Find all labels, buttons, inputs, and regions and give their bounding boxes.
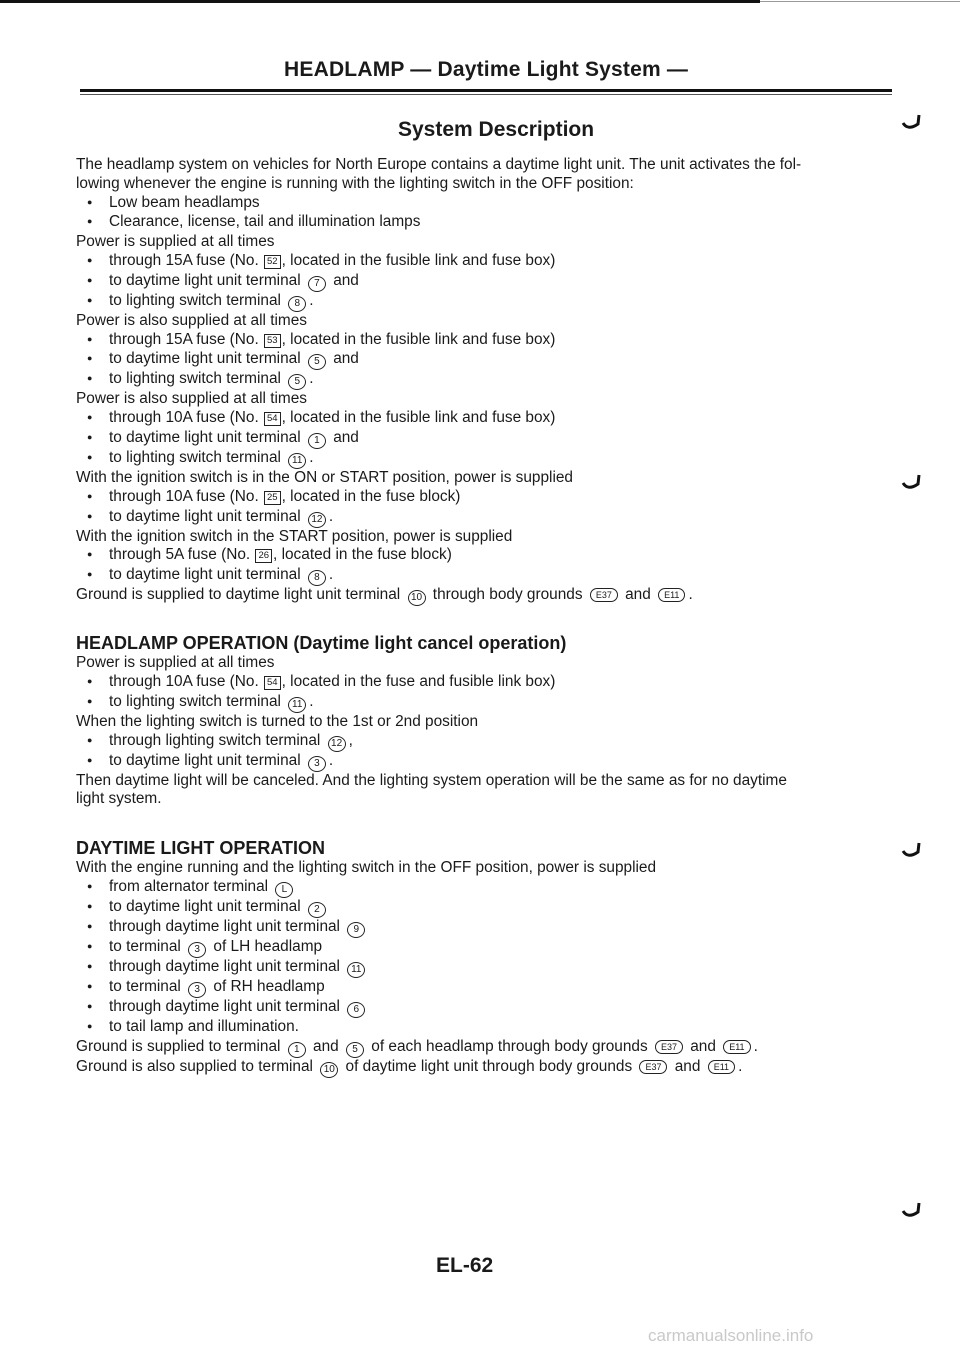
- paragraph-line: With the ignition switch in the START position, power is supplied: [76, 527, 513, 545]
- terminal-number-circle: 7: [308, 276, 326, 292]
- revision-check-mark-icon: [900, 110, 922, 132]
- revision-check-mark-icon: [900, 838, 922, 860]
- paragraph-line: Power is also supplied at all times: [76, 311, 307, 329]
- bullet-item: ● through 10A fuse (No. 54 , located in the fuse and fusible link box): [76, 673, 906, 693]
- bullet-item: ● to tail lamp and illumination.: [76, 1018, 906, 1038]
- ground-point-badge: E11: [658, 588, 685, 602]
- bullet-item: ● through 15A fuse (No. 53 , located in the fusible link and fuse box): [76, 331, 906, 351]
- header-rule: [80, 89, 892, 92]
- bullet-item: ● through 10A fuse (No. 54 , located in the fusible link and fuse box): [76, 409, 906, 429]
- bullet-item: ● to daytime light unit terminal 5 and: [76, 350, 906, 370]
- page-number: EL-62: [436, 1254, 494, 1277]
- bullet-item: ● to lighting switch terminal 11 .: [76, 693, 906, 713]
- terminal-number-circle: 3: [188, 942, 206, 958]
- ground-point-badge: E37: [655, 1040, 683, 1054]
- paragraph-line: light system.: [76, 790, 162, 808]
- paragraph-line: When the lighting switch is turned to the 1st or 2nd position: [76, 712, 479, 730]
- paragraph-line: Power is supplied at all times: [76, 654, 275, 672]
- ground-line: Ground is also supplied to terminal 10 of daytime light unit through body grounds E37 and E11 .: [76, 1058, 906, 1078]
- terminal-number-circle: 5: [346, 1042, 364, 1058]
- bullet-item: ● through daytime light unit terminal 6: [76, 998, 906, 1018]
- bullet-item: ● Low beam headlamps: [76, 194, 906, 214]
- terminal-number-circle: 5: [288, 374, 306, 390]
- subsection-heading: DAYTIME LIGHT OPERATION: [76, 838, 326, 859]
- top-border-rule: [0, 0, 760, 3]
- terminal-number-circle: 12: [308, 512, 326, 528]
- subsection-heading: HEADLAMP OPERATION (Daytime light cancel operation): [76, 633, 567, 654]
- terminal-number-circle: 10: [408, 590, 426, 606]
- fuse-number-box: 54: [264, 676, 281, 690]
- terminal-number-circle: 10: [320, 1062, 338, 1078]
- paragraph-line: Power is also supplied at all times: [76, 390, 307, 408]
- fuse-number-box: 52: [264, 255, 281, 269]
- terminal-number-circle: 5: [308, 354, 326, 370]
- bullet-item: ● to daytime light unit terminal 2: [76, 898, 906, 918]
- terminal-number-circle: 3: [188, 982, 206, 998]
- document-body: [76, 156, 906, 1078]
- ground-point-badge: E11: [708, 1060, 735, 1074]
- terminal-number-circle: 11: [347, 962, 365, 978]
- terminal-number-circle: 8: [288, 296, 306, 312]
- watermark-text: carmanualsonline.info: [648, 1326, 814, 1345]
- revision-check-mark-icon: [900, 1198, 922, 1220]
- paragraph-line: Power is supplied at all times: [76, 233, 275, 251]
- header-rule-thin: [80, 94, 892, 95]
- ground-line: Ground is supplied to daytime light unit terminal 10 through body grounds E37 and E11 .: [76, 586, 906, 606]
- terminal-number-circle: 9: [347, 922, 365, 938]
- bullet-item: ● Clearance, license, tail and illumination lamps: [76, 213, 906, 233]
- bullet-item: ● to daytime light unit terminal 1 and: [76, 429, 906, 449]
- fuse-number-box: 54: [264, 412, 281, 426]
- paragraph-line: Then daytime light will be canceled. And the lighting system operation will be the same as for no daytime: [76, 771, 787, 789]
- bullet-item: ● through 10A fuse (No. 25 , located in the fuse block): [76, 488, 906, 508]
- terminal-number-circle: 3: [308, 756, 326, 772]
- bullet-item: ● to daytime light unit terminal 7 and: [76, 272, 906, 292]
- page-header-title: HEADLAMP — Daytime Light System —: [284, 58, 689, 81]
- bullet-item: ● to lighting switch terminal 8 .: [76, 292, 906, 312]
- section-title: System Description: [398, 118, 595, 141]
- bullet-item: ● to lighting switch terminal 11 .: [76, 449, 906, 469]
- fuse-number-box: 25: [264, 491, 281, 505]
- ground-point-badge: E37: [639, 1060, 667, 1074]
- bullet-item: ● to daytime light unit terminal 8 .: [76, 566, 906, 586]
- terminal-number-circle: 6: [347, 1002, 365, 1018]
- intro-line: lowing whenever the engine is running with the lighting switch in the OFF position:: [76, 174, 634, 192]
- top-border-rule-faint: [760, 1, 960, 2]
- fuse-number-box: 26: [255, 549, 272, 563]
- terminal-number-circle: 8: [308, 570, 326, 586]
- bullet-item: ● to daytime light unit terminal 12 .: [76, 508, 906, 528]
- bullet-item: ● through 5A fuse (No. 26 , located in the fuse block): [76, 546, 906, 566]
- terminal-number-circle: 11: [288, 453, 306, 469]
- terminal-number-circle: 2: [308, 902, 326, 918]
- paragraph-line: With the ignition switch is in the ON or START position, power is supplied: [76, 468, 573, 486]
- bullet-item: ● to terminal 3 of LH headlamp: [76, 938, 906, 958]
- intro-line: The headlamp system on vehicles for North Europe contains a daytime light unit. The unit activates the fol-: [76, 156, 802, 173]
- bullet-item: ● through daytime light unit terminal 11: [76, 958, 906, 978]
- bullet-item: ● from alternator terminal L: [76, 878, 906, 898]
- ground-point-badge: E37: [590, 588, 618, 602]
- ground-point-badge: E11: [723, 1040, 750, 1054]
- bullet-item: ● through 15A fuse (No. 52 , located in the fusible link and fuse box): [76, 252, 906, 272]
- revision-check-mark-icon: [900, 470, 922, 492]
- terminal-number-circle: 1: [308, 433, 326, 449]
- bullet-item: ● through daytime light unit terminal 9: [76, 918, 906, 938]
- bullet-item: ● through lighting switch terminal 12 ,: [76, 732, 906, 752]
- terminal-number-circle: 11: [288, 697, 306, 713]
- terminal-number-circle: 12: [328, 736, 346, 752]
- bullet-item: ● to daytime light unit terminal 3 .: [76, 752, 906, 772]
- fuse-number-box: 53: [264, 334, 281, 348]
- paragraph-line: With the engine running and the lighting switch in the OFF position, power is supplied: [76, 859, 657, 877]
- bullet-item: ● to terminal 3 of RH headlamp: [76, 978, 906, 998]
- terminal-number-circle: L: [275, 882, 293, 898]
- terminal-number-circle: 1: [288, 1042, 306, 1058]
- ground-line: Ground is supplied to terminal 1 and 5 of each headlamp through body grounds E37 and E11 .: [76, 1038, 906, 1058]
- bullet-item: ● to lighting switch terminal 5 .: [76, 370, 906, 390]
